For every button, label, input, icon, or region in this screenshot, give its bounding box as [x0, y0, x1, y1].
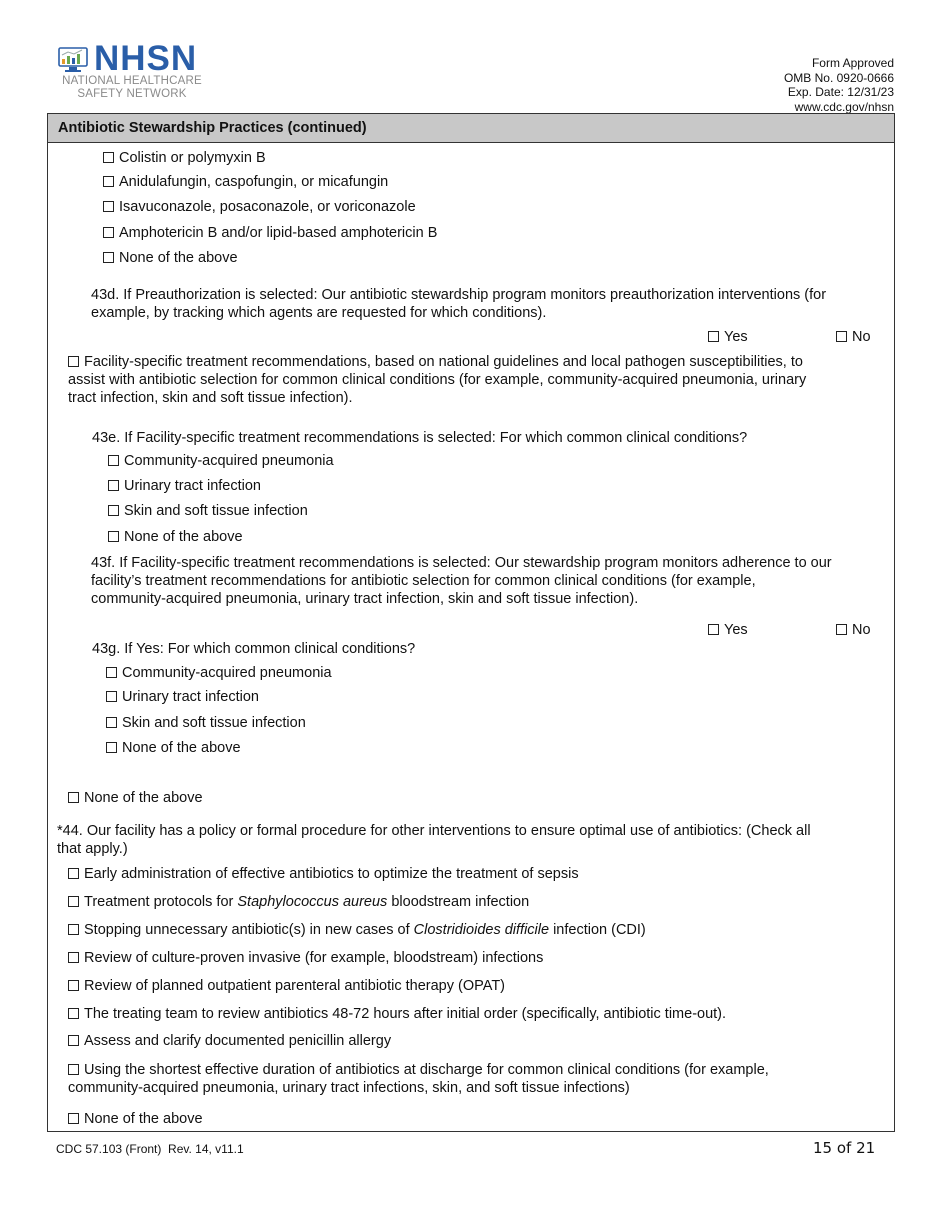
- form-approved-text: Form Approved: [811, 56, 894, 70]
- checkbox[interactable]: [68, 792, 79, 803]
- checkbox[interactable]: [103, 227, 114, 238]
- checkbox[interactable]: [103, 252, 114, 263]
- option-label: None of the above: [84, 790, 203, 806]
- checkbox[interactable]: [836, 624, 847, 635]
- question-43f-line-2: facility’s treatment recommendations for antibiotic selection for common clinical conditions (for example,: [91, 573, 756, 589]
- organism-name: Clostridioides difficile: [413, 922, 550, 938]
- q43g-option-ssti[interactable]: [106, 714, 306, 732]
- option-label: Colistin or polymyxin B: [119, 150, 266, 166]
- checkbox[interactable]: [108, 505, 119, 516]
- q43d-yes-option[interactable]: [708, 328, 748, 346]
- checkbox[interactable]: [68, 896, 79, 907]
- option-label: Review of culture-proven invasive (for example, bloodstream) infections: [84, 950, 544, 966]
- nhsn-subtitle: [58, 75, 206, 100]
- option-label: Stopping unnecessary antibiotic(s) in new cases of: [84, 922, 414, 938]
- option-label: No: [852, 622, 871, 638]
- expiration-date: Exp. Date: 12/31/23: [787, 85, 894, 99]
- checkbox[interactable]: [68, 924, 79, 935]
- q44-option-penicillin[interactable]: [68, 1032, 391, 1050]
- option-label-line-1: Facility-specific treatment recommendations, based on national guidelines and local pathogen susceptibilities, to: [84, 354, 803, 370]
- option-label: None of the above: [122, 740, 241, 756]
- option-label: Amphotericin B and/or lipid-based amphotericin B: [119, 225, 438, 241]
- q44-option-timeout[interactable]: [68, 1005, 726, 1023]
- nhsn-wordmark: NHSN: [94, 39, 198, 78]
- option-label: Community-acquired pneumonia: [122, 665, 332, 681]
- question-43e: 43e. If Facility-specific treatment recommendations is selected: For which common clinical conditions?: [92, 430, 748, 446]
- question-44-line-1: *44. Our facility has a policy or formal procedure for other interventions to ensure optimal use of antibiotics: (Check all: [57, 823, 811, 839]
- checkbox[interactable]: [106, 691, 117, 702]
- question-43g: 43g. If Yes: For which common clinical conditions?: [92, 641, 416, 657]
- omb-number: OMB No. 0920-0666: [783, 70, 894, 85]
- checkbox[interactable]: [103, 201, 114, 212]
- agent-option-colistin[interactable]: [103, 149, 266, 167]
- section-title: Antibiotic Stewardship Practices (continued): [58, 120, 367, 136]
- option-label: Review of planned outpatient parenteral antibiotic therapy (OPAT): [84, 978, 506, 994]
- question-43f-line-3: community-acquired pneumonia, urinary tract infection, skin and soft tissue infection).: [91, 591, 639, 607]
- nhsn-subtitle-line-1: NATIONAL HEALTHCARE: [62, 75, 202, 87]
- q43e-option-cap[interactable]: [108, 452, 334, 470]
- option-label: Yes: [724, 622, 748, 638]
- option-label: Skin and soft tissue infection: [124, 503, 308, 519]
- q43e-option-ssti[interactable]: [108, 502, 308, 520]
- checkbox[interactable]: [708, 331, 719, 342]
- checkbox[interactable]: [108, 455, 119, 466]
- option-label: Urinary tract infection: [122, 689, 259, 705]
- nhsn-url[interactable]: www.cdc.gov/nhsn: [794, 99, 894, 114]
- checkbox[interactable]: [68, 868, 79, 879]
- q43e-option-uti[interactable]: [108, 477, 261, 495]
- option-label: None of the above: [119, 250, 238, 266]
- q43g-option-none[interactable]: [106, 739, 241, 757]
- question-43f-line-1: 43f. If Facility-specific treatment recommendations is selected: Our stewardship program monitors adherence to our: [91, 555, 832, 571]
- option-label: None of the above: [84, 1111, 203, 1127]
- page-number: 15 of 21: [813, 1139, 876, 1157]
- option-label-end: bloodstream infection: [387, 894, 530, 910]
- option-label: Skin and soft tissue infection: [122, 715, 306, 731]
- q43g-option-uti[interactable]: [106, 688, 259, 706]
- checkbox[interactable]: [103, 152, 114, 163]
- option-label-end: infection (CDI): [549, 922, 646, 938]
- option-label: None of the above: [124, 529, 243, 545]
- option-label: Urinary tract infection: [124, 478, 261, 494]
- q44-option-none[interactable]: [68, 1110, 203, 1128]
- checkbox[interactable]: [68, 1064, 79, 1075]
- q44-option-cdi[interactable]: [68, 921, 646, 939]
- option-label-line-3: tract infection, skin and soft tissue infection).: [68, 390, 353, 406]
- checkbox[interactable]: [68, 356, 79, 367]
- q43f-yes-option[interactable]: [708, 621, 748, 639]
- checkbox[interactable]: [68, 1035, 79, 1046]
- checkbox[interactable]: [708, 624, 719, 635]
- facility-specific-option[interactable]: [68, 353, 883, 407]
- q43d-no-option[interactable]: [836, 328, 871, 346]
- option-label-line-2: assist with antibiotic selection for common clinical conditions (for example, community-acquired pneumonia, urinary: [68, 372, 807, 388]
- option-label: The treating team to review antibiotics 48-72 hours after initial order (specifically, antibiotic time-out).: [84, 1006, 727, 1022]
- option-label-line-1: Using the shortest effective duration of antibiotics at discharge for common clinical conditions (for example,: [84, 1062, 769, 1078]
- q44-option-culture[interactable]: [68, 949, 543, 967]
- form-approval-info: [784, 56, 894, 114]
- agent-option-none[interactable]: [103, 249, 238, 267]
- interventions-none-option[interactable]: [68, 789, 203, 807]
- option-label: Yes: [724, 329, 748, 345]
- q44-option-sepsis[interactable]: [68, 865, 579, 883]
- q43f-no-option[interactable]: [836, 621, 871, 639]
- q43e-option-none[interactable]: [108, 528, 243, 546]
- option-label: Isavuconazole, posaconazole, or voriconazole: [119, 199, 416, 215]
- question-43f: [91, 554, 891, 608]
- checkbox[interactable]: [68, 1113, 79, 1124]
- q44-option-opat[interactable]: [68, 977, 505, 995]
- agent-option-amphotericin[interactable]: [103, 224, 437, 242]
- nhsn-logo-icon: [58, 47, 88, 69]
- question-43d-line-2: example, by tracking which agents are requested for which conditions).: [91, 305, 547, 321]
- checkbox[interactable]: [836, 331, 847, 342]
- checkbox[interactable]: [106, 667, 117, 678]
- question-44-line-2: that apply.): [57, 841, 128, 857]
- question-44: [57, 822, 887, 858]
- question-43d: [91, 286, 891, 322]
- checkbox[interactable]: [68, 980, 79, 991]
- agent-option-azoles[interactable]: [103, 198, 416, 216]
- question-43d-line-1: 43d. If Preauthorization is selected: Our antibiotic stewardship program monitors preauthorization interventions (for: [91, 287, 827, 303]
- option-label: Treatment protocols for: [84, 894, 238, 910]
- q44-option-shortest-duration[interactable]: [68, 1061, 883, 1097]
- form-identifier: CDC 57.103 (Front) Rev. 14, v11.1: [56, 1142, 244, 1156]
- q44-option-staph[interactable]: [68, 893, 529, 911]
- section-header: [48, 114, 894, 143]
- option-label: No: [852, 329, 871, 345]
- option-label: Assess and clarify documented penicillin allergy: [84, 1033, 392, 1049]
- organism-name: Staphylococcus aureus: [237, 894, 388, 910]
- nhsn-subtitle-line-2: SAFETY NETWORK: [77, 87, 187, 100]
- checkbox[interactable]: [108, 480, 119, 491]
- checkbox[interactable]: [68, 1008, 79, 1019]
- checkbox[interactable]: [103, 176, 114, 187]
- checkbox[interactable]: [106, 742, 117, 753]
- option-label: Community-acquired pneumonia: [124, 453, 334, 469]
- option-label: Anidulafungin, caspofungin, or micafungin: [119, 174, 389, 190]
- option-label-line-2: community-acquired pneumonia, urinary tract infections, skin, and soft tissue infections): [68, 1080, 630, 1096]
- option-label: Early administration of effective antibiotics to optimize the treatment of sepsis: [84, 866, 579, 882]
- q43g-option-cap[interactable]: [106, 664, 332, 682]
- agent-option-echinocandins[interactable]: [103, 173, 388, 191]
- checkbox[interactable]: [108, 531, 119, 542]
- checkbox[interactable]: [106, 717, 117, 728]
- checkbox[interactable]: [68, 952, 79, 963]
